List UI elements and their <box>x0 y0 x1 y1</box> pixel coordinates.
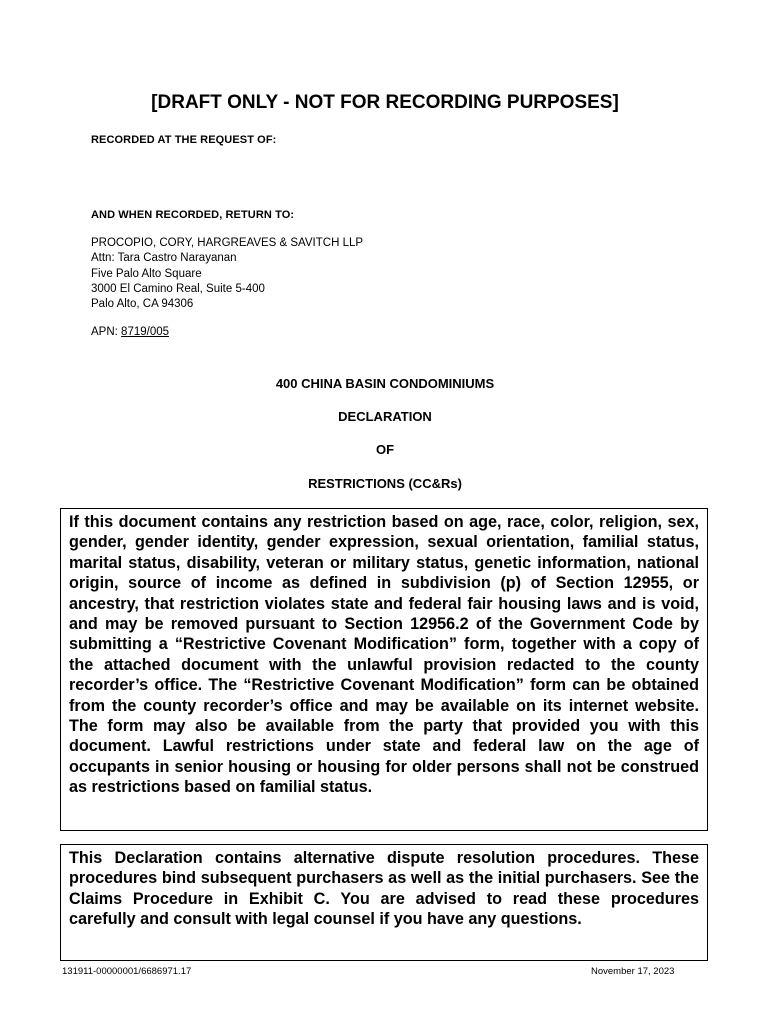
firm-name: PROCOPIO, CORY, HARGREAVES & SAVITCH LLP <box>91 237 364 249</box>
apn-value: 8719/005 <box>121 326 170 338</box>
document-number: 131911-00000001/6686971.17 <box>62 966 192 977</box>
title-declaration: DECLARATION <box>338 409 432 424</box>
restrictive-covenant-notice: If this document contains any restriction based on age, race, color, religion, sex, gender, gender identity, gender expression, sexual orientation, familial status, marital status, disability, veteran or military status, genetic information, national origin, source of income as defined in subdivision (p) of Section 12955, or ancestry, that restriction violates state and federal fair housing laws and is void, and may be removed pursuant to Section 12956.2 of the Government Code by submitting a “Restrictive Covenant Modification” form, together with a copy of the attached document with the unlawful provision redacted to the county recorder’s office. The “Restrictive Covenant Modification” form can be obtained from the county recorder’s office and may be available on its internet website. The form may also be available from the party that provided you with this document. Lawful restrictions under state and federal law on the age of occupants in senior housing or housing for older persons shall not be construed as restrictions based on familial status. <box>60 508 708 831</box>
title-project-name: 400 CHINA BASIN CONDOMINIUMS <box>275 376 495 391</box>
apn-label: APN: <box>91 326 122 338</box>
dispute-resolution-notice: This Declaration contains alternative dispute resolution procedures. These procedures bind subsequent purchasers as well as the initial purchasers. See the Claims Procedure in Exhibit C. You are advised to read these procedures carefully and consult with legal counsel if you have any questions. <box>60 844 708 961</box>
attention-line: Attn: Tara Castro Narayanan <box>91 252 237 265</box>
title-restrictions: RESTRICTIONS (CC&Rs) <box>308 476 462 491</box>
draft-banner: [DRAFT ONLY - NOT FOR RECORDING PURPOSES] <box>151 92 619 113</box>
return-to-label: AND WHEN RECORDED, RETURN TO: <box>91 209 295 221</box>
apn-line <box>91 326 169 338</box>
recorded-at-request-label: RECORDED AT THE REQUEST OF: <box>91 134 277 146</box>
city-state-zip: Palo Alto, CA 94306 <box>91 298 194 311</box>
address-line-1: Five Palo Alto Square <box>91 267 202 280</box>
return-address <box>91 236 363 312</box>
title-of: OF <box>375 442 395 457</box>
document-date: November 17, 2023 <box>591 966 675 977</box>
address-line-2: 3000 El Camino Real, Suite 5-400 <box>91 282 265 295</box>
